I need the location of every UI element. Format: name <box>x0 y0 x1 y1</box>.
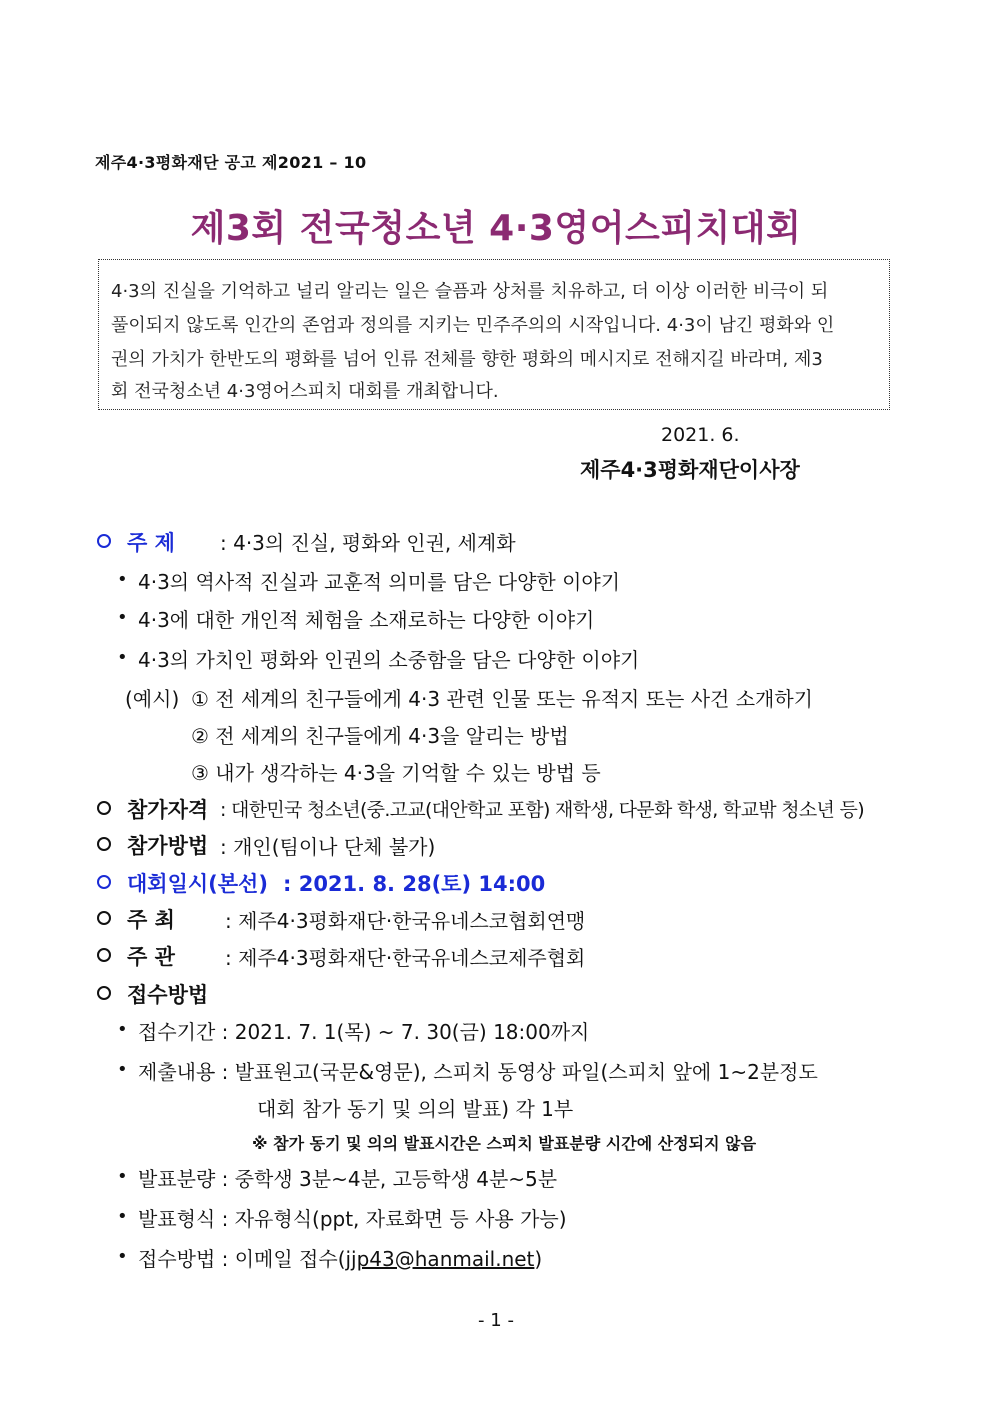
announcement-date: 2021. 6. <box>661 424 740 446</box>
circle-bullet-icon <box>97 875 111 889</box>
list-item: 발표형식 : 자유형식(ppt, 자료화면 등 사용 가능) <box>138 1207 567 1231</box>
section-label: 주 최 <box>127 908 175 932</box>
example-item: ① 전 세계의 친구들에게 4·3 관련 인물 또는 유적지 또는 사건 소개하기 <box>191 687 813 711</box>
note: ※ 참가 동기 및 의의 발표시간은 스피치 발표분량 시간에 산정되지 않음 <box>252 1134 757 1153</box>
section-value: : 개인(팀이나 단체 불가) <box>220 835 436 859</box>
bullet-icon: • <box>117 1246 128 1267</box>
email-prefix: 접수방법 : 이메일 접수( <box>138 1247 346 1271</box>
section-label: 접수방법 <box>127 983 209 1007</box>
list-item-email <box>138 1243 542 1272</box>
page-number: - 1 - <box>478 1310 514 1331</box>
intro-line: 권의 가치가 한반도의 평화를 넘어 인류 전체를 향한 평화의 메시지로 전해지길 바라며, 제3 <box>111 349 823 370</box>
bullet-icon: • <box>117 1206 128 1227</box>
example-prefix: (예시) <box>125 687 180 711</box>
list-item: 발표분량 : 중학생 3분~4분, 고등학생 4분~5분 <box>138 1167 558 1191</box>
section-label: 참가방법 <box>127 834 209 858</box>
signatory: 제주4·3평화재단이사장 <box>580 458 800 482</box>
list-item: 제출내용 : 발표원고(국문&영문), 스피치 동영상 파일(스피치 앞에 1~2분정도 <box>138 1060 818 1084</box>
bullet-icon: • <box>117 1166 128 1187</box>
notice-number: 제주4·3평화재단 공고 제2021 – 10 <box>95 153 367 172</box>
list-item: 4·3의 가치인 평화와 인권의 소중함을 담은 다양한 이야기 <box>138 648 640 672</box>
section-label: 참가자격 <box>127 798 209 822</box>
section-label: 주 관 <box>127 945 175 969</box>
section-value: : 제주4·3평화재단·한국유네스코제주협회 <box>225 946 586 970</box>
list-item: 접수기간 : 2021. 7. 1(목) ~ 7. 30(금) 18:00까지 <box>138 1020 590 1044</box>
bullet-icon: • <box>117 569 128 590</box>
list-item: 4·3에 대한 개인적 체험을 소재로하는 다양한 이야기 <box>138 608 595 632</box>
section-value: : 4·3의 진실, 평화와 인권, 세계화 <box>220 531 516 555</box>
circle-bullet-icon <box>97 534 111 548</box>
section-value: : 제주4·3평화재단·한국유네스코협회연맹 <box>225 909 586 933</box>
section-value: : 대한민국 청소년(중.고교(대안학교 포함) 재학생, 다문화 학생, 학교밖 청소년 등) <box>220 799 864 821</box>
email-link[interactable]: jjp43@hanmail.net <box>345 1247 535 1271</box>
bullet-icon: • <box>117 647 128 668</box>
intro-line: 풀이되지 않도록 인간의 존엄과 정의를 지키는 민주주의의 시작입니다. 4·3이 남긴 평화와 인 <box>111 315 835 336</box>
bullet-icon: • <box>117 1059 128 1080</box>
section-label: 대회일시(본선) <box>127 872 268 896</box>
circle-bullet-icon <box>97 837 111 851</box>
intro-line: 4·3의 진실을 기억하고 널리 알리는 일은 슬픔과 상처를 치유하고, 더 이상 이러한 비극이 되 <box>111 281 829 302</box>
page-title: 제3회 전국청소년 4·3영어스피치대회 <box>190 208 802 249</box>
circle-bullet-icon <box>97 986 111 1000</box>
circle-bullet-icon <box>97 911 111 925</box>
bullet-icon: • <box>117 607 128 628</box>
email-suffix: ) <box>534 1247 543 1271</box>
circle-bullet-icon <box>97 801 111 815</box>
list-item-continued: 대회 참가 동기 및 의의 발표) 각 1부 <box>257 1097 574 1121</box>
circle-bullet-icon <box>97 948 111 962</box>
bullet-icon: • <box>117 1019 128 1040</box>
section-label: 주 제 <box>127 531 175 555</box>
section-value: : 2021. 8. 28(토) 14:00 <box>283 872 546 896</box>
intro-box <box>98 259 890 410</box>
example-item: ② 전 세계의 친구들에게 4·3을 알리는 방법 <box>191 724 569 748</box>
example-item: ③ 내가 생각하는 4·3을 기억할 수 있는 방법 등 <box>191 761 601 785</box>
list-item: 4·3의 역사적 진실과 교훈적 의미를 담은 다양한 이야기 <box>138 570 621 594</box>
intro-line: 회 전국청소년 4·3영어스피치 대회를 개최합니다. <box>111 381 499 402</box>
